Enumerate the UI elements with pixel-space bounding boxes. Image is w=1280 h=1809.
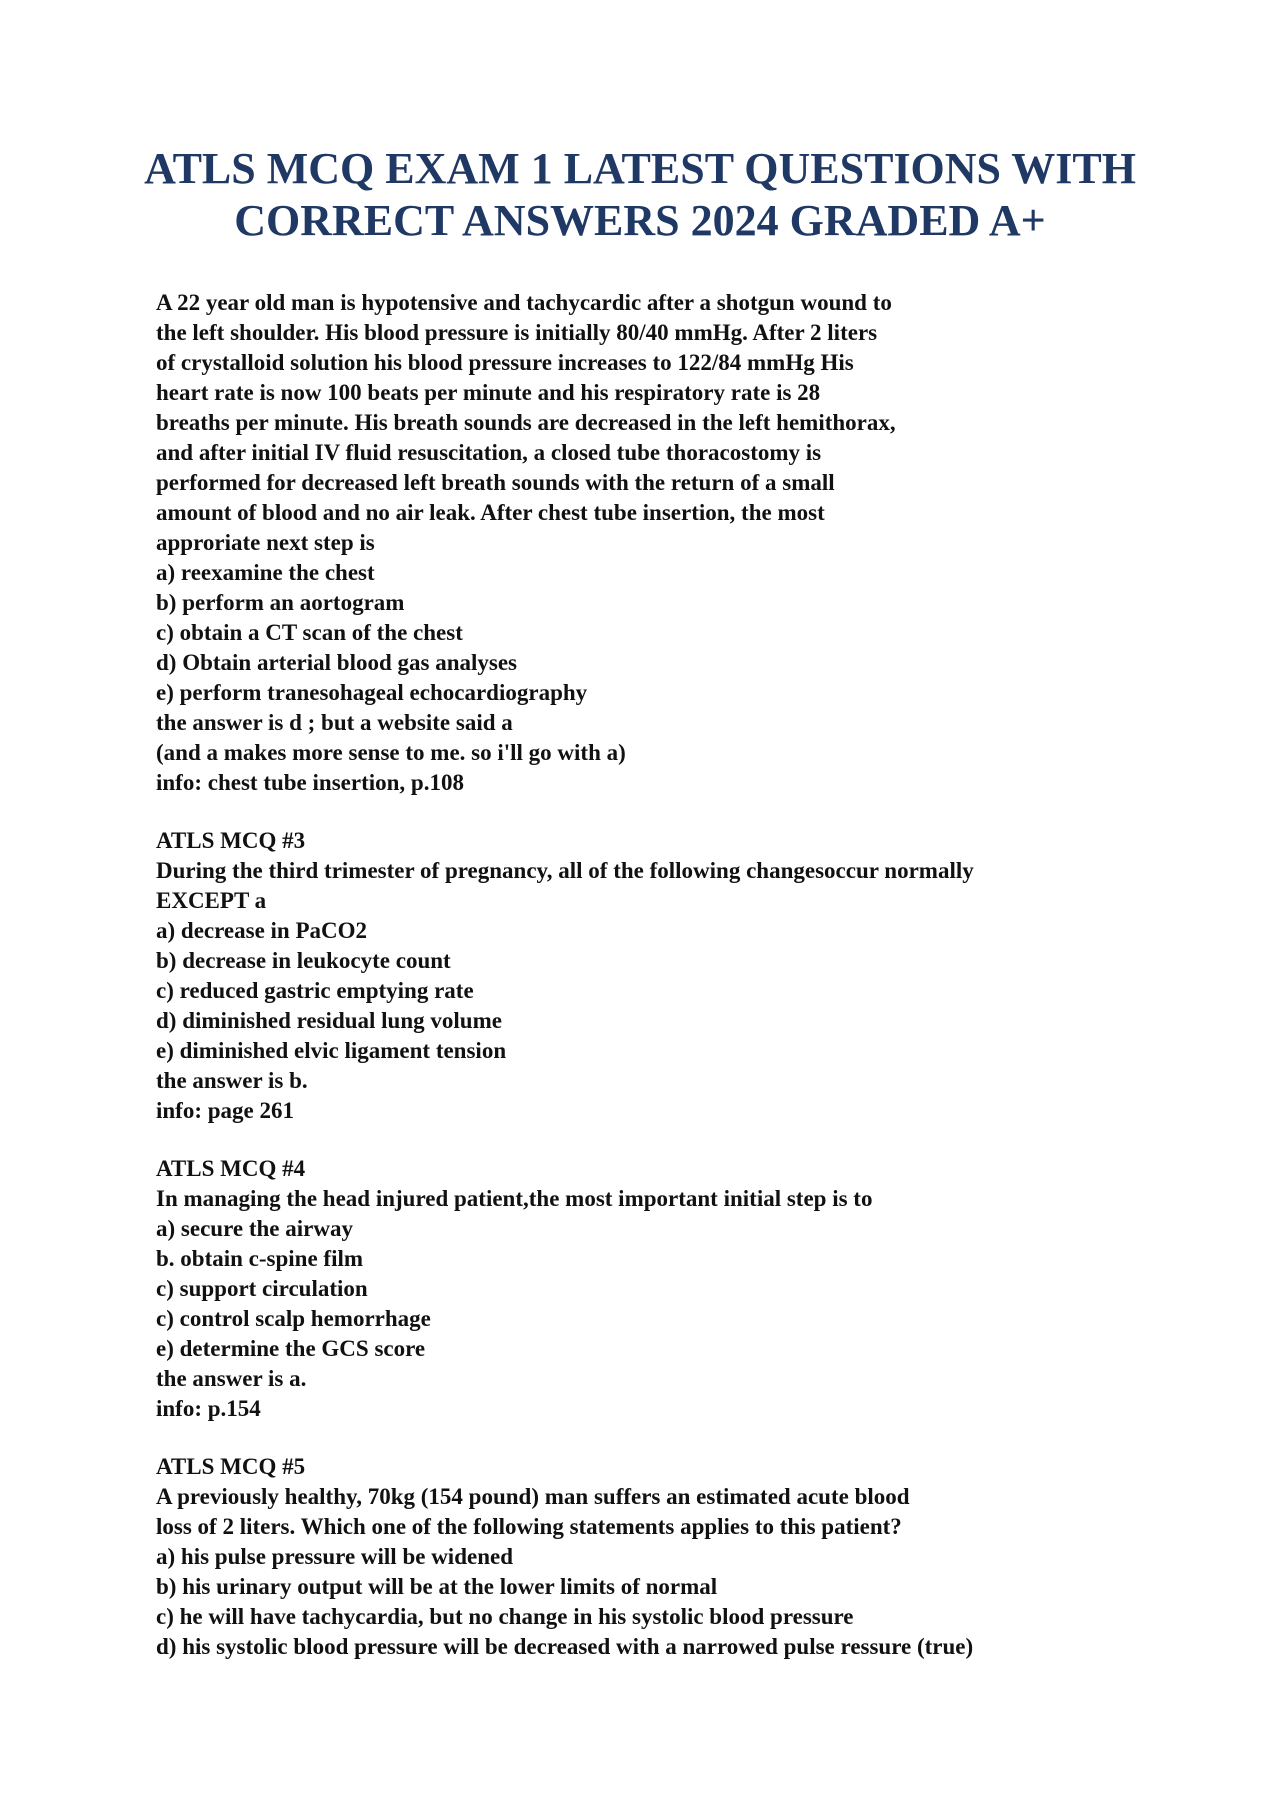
title-line: ATLS MCQ EXAM 1 LATEST QUESTIONS WITH <box>144 144 1136 193</box>
text-line: d) his systolic blood pressure will be decreased with a narrowed pulse ressure (true) <box>156 1634 974 1659</box>
text-line: d) Obtain arterial blood gas analyses <box>156 650 518 675</box>
text-line: In managing the head injured patient,the most important initial step is to <box>156 1186 873 1211</box>
text-line: the answer is d ; but a website said a <box>156 710 513 735</box>
text-line: ATLS MCQ #4 <box>156 1156 306 1181</box>
text-line: loss of 2 liters. Which one of the following statements applies to this patient? <box>156 1514 902 1539</box>
page-title <box>100 143 1180 247</box>
text-line: heart rate is now 100 beats per minute and his respiratory rate is 28 <box>156 380 821 405</box>
text-line: the answer is a. <box>156 1366 307 1391</box>
text-line: a) decrease in PaCO2 <box>156 918 368 943</box>
text-line: b. obtain c-spine film <box>156 1246 364 1271</box>
text-line: b) decrease in leukocyte count <box>156 948 451 973</box>
title-line: CORRECT ANSWERS 2024 GRADED A+ <box>234 196 1046 245</box>
text-line: e) perform tranesohageal echocardiography <box>156 680 588 705</box>
text-line: and after initial IV fluid resuscitation, a closed tube thoracostomy is <box>156 440 822 465</box>
document-body <box>156 288 1156 1690</box>
text-line: d) diminished residual lung volume <box>156 1008 502 1033</box>
text-line: approriate next step is <box>156 530 375 555</box>
text-line: c) obtain a CT scan of the chest <box>156 620 463 645</box>
text-line: of crystalloid solution his blood pressure increases to 122/84 mmHg His <box>156 350 854 375</box>
text-line: info: chest tube insertion, p.108 <box>156 770 464 795</box>
text-line: info: p.154 <box>156 1396 261 1421</box>
text-line: A previously healthy, 70kg (154 pound) man suffers an estimated acute blood <box>156 1484 910 1509</box>
question-block-intro <box>156 288 1156 798</box>
text-line: a) his pulse pressure will be widened <box>156 1544 513 1569</box>
text-line: c) support circulation <box>156 1276 368 1301</box>
text-line: ATLS MCQ #3 <box>156 828 306 853</box>
question-block <box>156 1452 1156 1662</box>
text-line: EXCEPT a <box>156 888 267 913</box>
text-line: c) he will have tachycardia, but no change in his systolic blood pressure <box>156 1604 854 1629</box>
text-line: ATLS MCQ #5 <box>156 1454 306 1479</box>
text-line: b) perform an aortogram <box>156 590 405 615</box>
text-line: the left shoulder. His blood pressure is initially 80/40 mmHg. After 2 liters <box>156 320 878 345</box>
text-line: e) determine the GCS score <box>156 1336 426 1361</box>
text-line: b) his urinary output will be at the lower limits of normal <box>156 1574 718 1599</box>
question-block <box>156 826 1156 1126</box>
text-line: c) control scalp hemorrhage <box>156 1306 431 1331</box>
text-line: c) reduced gastric emptying rate <box>156 978 474 1003</box>
text-line: performed for decreased left breath sounds with the return of a small <box>156 470 835 495</box>
text-line: a) reexamine the chest <box>156 560 375 585</box>
text-line: During the third trimester of pregnancy, all of the following changesoccur normally <box>156 858 974 883</box>
text-line: (and a makes more sense to me. so i'll go with a) <box>156 740 626 765</box>
text-line: breaths per minute. His breath sounds are decreased in the left hemithorax, <box>156 410 896 435</box>
question-block <box>156 1154 1156 1424</box>
text-line: A 22 year old man is hypotensive and tachycardic after a shotgun wound to <box>156 290 892 315</box>
text-line: info: page 261 <box>156 1098 294 1123</box>
text-line: a) secure the airway <box>156 1216 353 1241</box>
text-line: amount of blood and no air leak. After chest tube insertion, the most <box>156 500 825 525</box>
text-line: e) diminished elvic ligament tension <box>156 1038 507 1063</box>
text-line: the answer is b. <box>156 1068 308 1093</box>
